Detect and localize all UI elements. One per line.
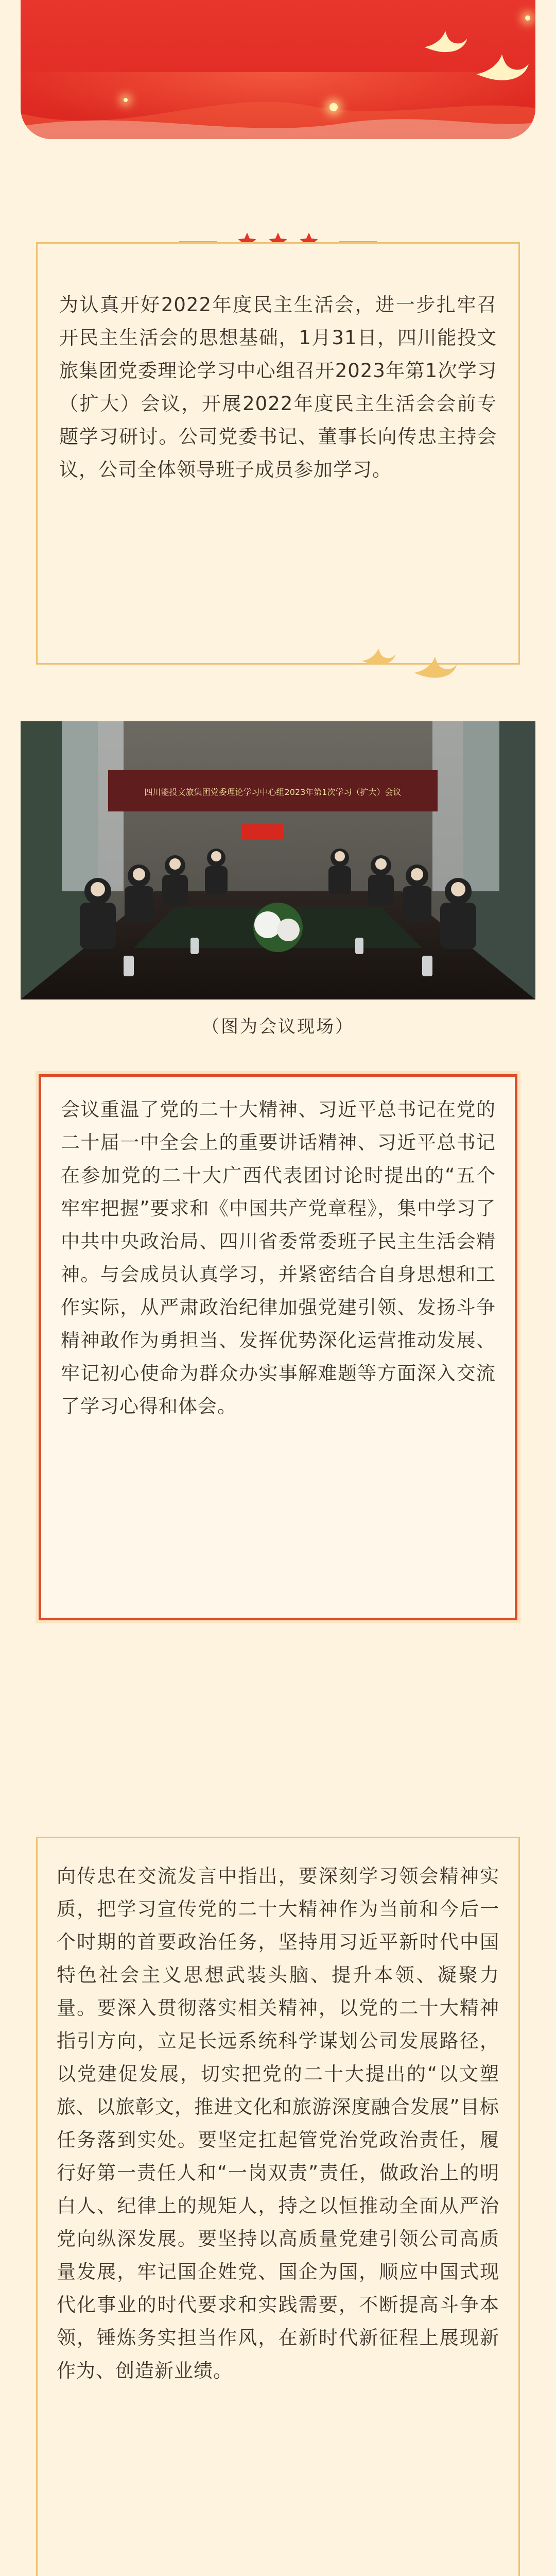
speech-paragraph: 向传忠在交流发言中指出，要深刻学习领会精神实质，把学习宣传党的二十大精神作为当前和今后一个时期的首要政治任务，坚持用习近平新时代中国特色社会主义思想武装头脑、提升本领、凝聚力量。要深入贯彻落实相关精神，以党的二十大精神指引方向，立足长远系统科学谋划公司发展路径，以党建促发展，切实把党的二十大提出的“以文塑旅、以旅彰文，推进文化和旅游深度融合发展”目标任务落到实处。要坚定扛起管党治党政治责任，履行好第一责任人和“一岗双责”责任，做政治上的明白人、纪律上的规矩人，持之以恒推动全面从严治党向纵深发展。要坚持以高质量党建引领公司高质量发展，牢记国企姓党、国企为国，顺应中国式现代化事业的时代要求和实践需要，不断提高斗争本领，锤炼务实担当作风，在新时代新征程上展现新作为、创造新业绩。	[57, 1865, 499, 2382]
dove-icon	[474, 52, 530, 86]
dove-icon	[422, 28, 468, 57]
light-flare	[329, 103, 338, 111]
intro-paragraph: 为认真开好2022年度民主生活会，进一步扎牢召开民主生活会的思想基础，1月31日，四川能投文旅集团党委理论学习中心组召开2023年第1次学习（扩大）会议，开展2022年度民主生活会会前专题学习研讨。公司党委书记、董事长向传忠主持会议，公司全体领导班子成员参加学习。	[59, 294, 497, 481]
photo-caption: （图为会议现场）	[202, 1016, 354, 1037]
header-banner	[21, 0, 535, 139]
light-flare	[525, 15, 530, 21]
light-flare	[124, 98, 128, 102]
dove-icon	[360, 647, 396, 668]
study-paragraph: 会议重温了党的二十大精神、习近平总书记在党的二十届一中全会上的重要讲话精神、习近平总书记在参加党的二十大广西代表团讨论时提出的“五个牢牢把握”要求和《中国共产党章程》，集中学习了中共中央政治局、四川省委常委班子民主生活会精神。与会成员认真学习，并紧密结合自身思想和工作实际，从严肃政治纪律加强党建引领、发扬斗争精神敢作为勇担当、发挥优势深化运营推动发展、牢记初心使命为群众办实事解难题等方面深入交流了学习心得和体会。	[61, 1098, 496, 1417]
header-wave-decoration	[21, 77, 535, 139]
dove-icon	[412, 654, 458, 682]
meeting-scene-illustration	[21, 721, 535, 999]
meeting-photo	[21, 721, 535, 999]
photo-banner-text: 四川能投文旅集团党委理论学习中心组2023年第1次学习（扩大）会议	[144, 787, 402, 797]
